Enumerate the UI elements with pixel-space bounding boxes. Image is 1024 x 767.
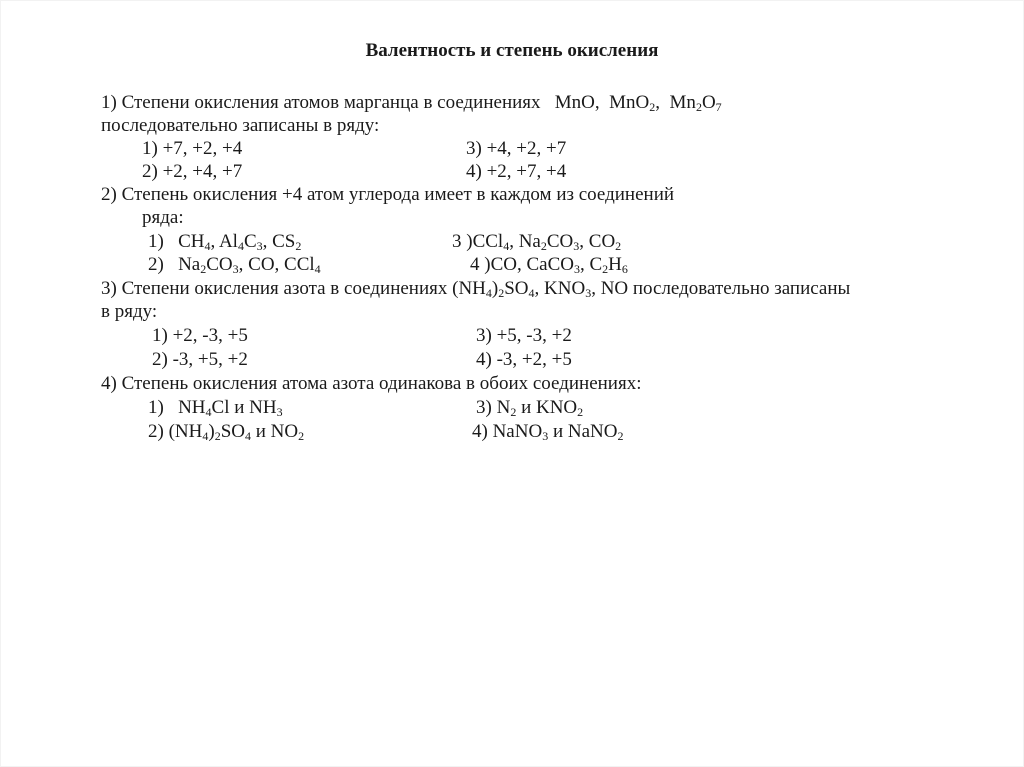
question-2: 2) Степень окисления +4 атом углерода имеет в каждом из соединений <box>101 184 675 205</box>
question-2-option-3: 3 )CCl$_4$, $Na_2CO_3$, $CO_2$ <box>452 231 622 253</box>
question-3: 3) Степени окисления азота в соединениях $(NH_4)_2SO_4$, $KNO_3$, NO последовательно записаны <box>101 278 851 300</box>
question-1-formulas: MnO, MnO$_2$, $Mn_2O_7$ <box>554 92 722 114</box>
question-4-option-1: 1) $NH_4Cl$ и $NH_3$ <box>148 397 283 419</box>
question-3-option-4: 4) -3, +2, +5 <box>476 349 572 370</box>
question-1-text: 1) Степени окисления атомов марганца в соединениях <box>101 92 541 113</box>
question-4-option-3: 3) $N_2$ и $KNO_2$ <box>476 397 584 419</box>
page-title: Валентность и степень окисления <box>365 40 659 61</box>
question-2-option-4: 4 )CO, CaCO$_3$, $C_2H_6$ <box>470 254 628 276</box>
question-1-continuation: последовательно записаны в ряду: <box>101 115 380 136</box>
question-1-option-2: 2) +2, +4, +7 <box>142 161 243 182</box>
question-4-option-2: 2) $(NH_4)_2SO_4$ и $NO_2$ <box>148 421 305 443</box>
question-3-continuation: в ряду: <box>101 301 158 322</box>
question-1-option-3: 3) +4, +2, +7 <box>466 138 567 159</box>
question-4-option-4: 4) NaNO$_3$ и NaNO$_2$ <box>472 421 624 443</box>
question-1-option-1: 1) +7, +2, +4 <box>142 138 243 159</box>
question-4: 4) Степень окисления атома азота одинакова в обоих соединениях: <box>101 373 642 394</box>
question-3-option-3: 3) +5, -3, +2 <box>476 325 572 346</box>
question-1-option-4: 4) +2, +7, +4 <box>466 161 567 182</box>
question-1 <box>101 91 722 115</box>
question-2-option-2: 2) $Na_2CO_3$, CO, CCl$_4$ <box>148 254 321 276</box>
question-2-continuation: ряда: <box>142 207 184 228</box>
question-2-option-1: 1) $CH_4$, $Al_4C_3$, $CS_2$ <box>148 231 302 253</box>
question-3-option-2: 2) -3, +5, +2 <box>152 349 248 370</box>
question-3-option-1: 1) +2, -3, +5 <box>152 325 248 346</box>
